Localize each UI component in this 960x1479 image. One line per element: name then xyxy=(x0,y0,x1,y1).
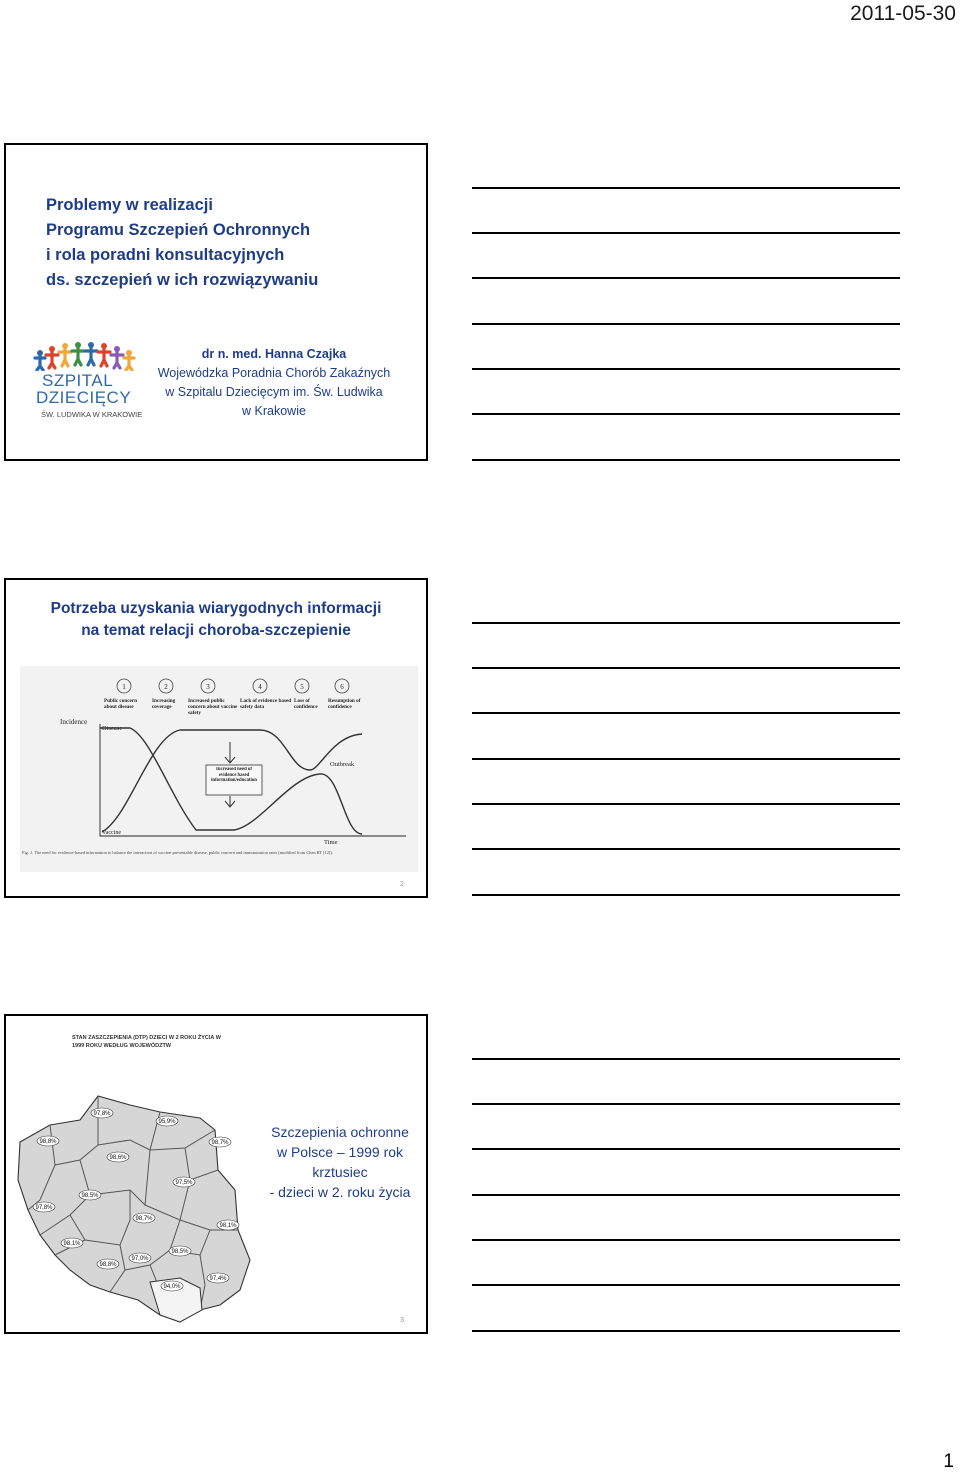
note-line xyxy=(472,1239,900,1241)
time-label: Time xyxy=(324,839,338,846)
map-value: 97,8% xyxy=(93,1111,111,1117)
author-block xyxy=(142,345,406,421)
note-line xyxy=(472,1148,900,1150)
logo-subtext: ŚW. LUDWIKA W KRAKOWIE xyxy=(41,410,143,419)
value-badge xyxy=(209,1137,231,1147)
value-badge xyxy=(33,1202,55,1212)
map-value: 97,0% xyxy=(131,1256,149,1262)
note-line xyxy=(472,368,900,370)
vaccine-label: Vaccine xyxy=(102,830,121,836)
outbreak-label: Outbreak xyxy=(330,761,355,768)
map-value: 98,1% xyxy=(63,1241,81,1247)
note-line xyxy=(472,1103,900,1105)
map-value: 94,0% xyxy=(163,1284,181,1290)
map-value: 95,9% xyxy=(158,1119,176,1125)
map-value: 97,4% xyxy=(209,1276,227,1282)
stage-label: Increasing coverage xyxy=(152,698,176,710)
value-badge xyxy=(169,1246,191,1256)
stage-label: Resumption of confidence xyxy=(328,698,361,710)
value-badge xyxy=(173,1177,195,1187)
note-line xyxy=(472,1284,900,1286)
value-badge xyxy=(97,1259,119,1269)
text-line: krztusiec xyxy=(312,1164,368,1180)
stage-label: Increased public concern about vaccine safety xyxy=(188,698,238,716)
map-value: 97,5% xyxy=(175,1180,193,1186)
title-line: Problemy w realizacji xyxy=(46,196,213,214)
stage-label: Lack of evidence based safety data xyxy=(240,698,292,710)
note-line xyxy=(472,232,900,234)
value-badge xyxy=(217,1220,239,1230)
slide-number: 3 xyxy=(400,1317,404,1324)
info-box-text: Increased need of evidence based information/education xyxy=(211,767,257,784)
note-line xyxy=(472,894,900,896)
map-value: 98,8% xyxy=(99,1262,117,1268)
map-value: 98,8% xyxy=(39,1139,57,1145)
map-title: STAN ZASZCZEPIENIA (DTP) DZIECI W 2 ROKU ŻYCIA W 1999 ROKU WEDŁUG WOJEWÓDZTW xyxy=(72,1035,221,1049)
stage-number: 5 xyxy=(300,683,304,691)
note-line xyxy=(472,848,900,850)
text-line: w Polsce – 1999 rok xyxy=(276,1144,404,1160)
stage-number: 3 xyxy=(206,683,210,691)
note-line xyxy=(472,459,900,461)
note-line xyxy=(472,1330,900,1332)
logo-text: DZIECIĘCY xyxy=(36,388,132,407)
stage-number: 1 xyxy=(122,683,126,691)
author-affiliation: w Krakowie xyxy=(242,404,306,418)
value-badge xyxy=(37,1136,59,1146)
map-value: 97,8% xyxy=(35,1205,53,1211)
value-badge xyxy=(79,1190,101,1200)
slide-3 xyxy=(4,1014,428,1334)
logo-text: SZPITAL xyxy=(42,371,114,390)
note-line xyxy=(472,622,900,624)
note-line xyxy=(472,323,900,325)
stage-label: Public concern about disease xyxy=(104,698,137,710)
stage-number: 4 xyxy=(258,683,262,691)
author-name: dr n. med. Hanna Czajka xyxy=(201,347,347,361)
value-badge xyxy=(91,1108,113,1118)
value-badge xyxy=(156,1116,178,1126)
slide-2 xyxy=(4,578,428,898)
map-value: 98,1% xyxy=(219,1223,237,1229)
value-badge xyxy=(207,1273,229,1283)
children-figures-icon xyxy=(32,341,136,371)
note-line xyxy=(472,712,900,714)
title-line: na temat relacji choroba-szczepienie xyxy=(81,622,351,639)
note-line xyxy=(472,277,900,279)
map-value: 98,7% xyxy=(211,1140,229,1146)
slide-1 xyxy=(4,143,428,461)
note-line xyxy=(472,803,900,805)
vaccine-cycle-figure xyxy=(20,666,418,872)
note-line xyxy=(472,758,900,760)
value-badge xyxy=(61,1238,83,1248)
poland-vaccination-map xyxy=(10,1030,260,1330)
title-line: i rola poradni konsultacyjnych xyxy=(46,246,285,264)
page-number: 1 xyxy=(943,1451,954,1472)
slide-number: 2 xyxy=(400,881,404,888)
note-line xyxy=(472,1058,900,1060)
value-badge xyxy=(133,1213,155,1223)
note-line xyxy=(472,187,900,189)
stage-circles xyxy=(117,679,349,693)
note-line xyxy=(472,413,900,415)
arrow-down xyxy=(225,796,235,807)
note-line xyxy=(472,667,900,669)
stage-label: Loss of confidence xyxy=(294,698,318,710)
stage-number: 6 xyxy=(340,683,344,691)
slide-1-title xyxy=(46,193,318,293)
y-axis-label: Incidence xyxy=(60,718,88,726)
slide-2-title xyxy=(6,598,426,642)
disease-label: Disease xyxy=(102,725,123,732)
map-value: 98,5% xyxy=(171,1249,189,1255)
stage-number: 2 xyxy=(164,683,168,691)
slide-3-text xyxy=(256,1122,424,1202)
text-line: - dzieci w 2. roku życia xyxy=(269,1184,411,1200)
value-badge xyxy=(161,1281,183,1291)
title-line: Potrzeba uzyskania wiarygodnych informacji xyxy=(50,600,382,617)
value-badge xyxy=(129,1253,151,1263)
header-date: 2011-05-30 xyxy=(850,2,956,25)
note-line xyxy=(472,1194,900,1196)
text-line: Szczepienia ochronne xyxy=(271,1124,409,1140)
map-value: 98,7% xyxy=(135,1216,153,1222)
map-value: 98,5% xyxy=(81,1193,99,1199)
map-value: 98,6% xyxy=(109,1155,127,1161)
author-affiliation: w Szpitalu Dziecięcym im. Św. Ludwika xyxy=(165,385,383,399)
title-line: Programu Szczepień Ochronnych xyxy=(46,221,311,239)
author-affiliation: Wojewódzka Poradnia Chorób Zakaźnych xyxy=(157,366,391,380)
value-badge xyxy=(107,1152,129,1162)
figure-caption: Fig. 1. The need for evidence-based information to balance the interaction of vaccine preventable disease, public concern and immunization rates (modified from Chen RT [12]). xyxy=(22,850,333,855)
title-line: ds. szczepień w ich rozwiązywaniu xyxy=(46,271,319,289)
hospital-logo xyxy=(32,341,143,427)
arrow-down xyxy=(225,742,235,763)
